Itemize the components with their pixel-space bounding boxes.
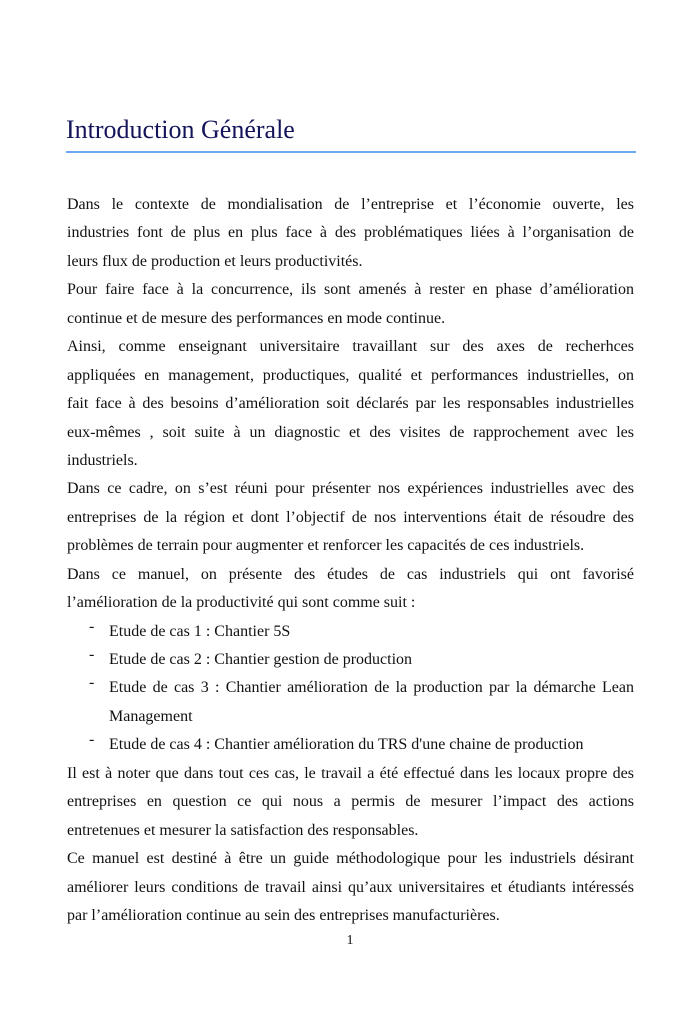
text-line: Dans ce cadre, on s’est réuni pour présenter nos expériences industrielles avec des	[67, 480, 634, 498]
list-item	[67, 618, 634, 646]
title-underline	[66, 151, 636, 153]
page-title: Introduction Générale	[66, 115, 295, 144]
text-line: Pour faire face à la concurrence, ils sont amenés à rester en phase d’amélioration	[67, 281, 634, 299]
list-bullet: -	[89, 731, 95, 749]
text-line: par l’amélioration continue au sein des entreprises manufacturières.	[67, 906, 500, 924]
text-line: fait face à des besoins d’amélioration soit déclarés par les responsables industrielles	[67, 395, 634, 413]
text-line: entreprises en question ce qui nous a permis de mesurer l’impact des actions	[67, 793, 634, 811]
paragraph	[67, 333, 634, 475]
paragraph	[67, 191, 634, 276]
paragraph	[67, 760, 634, 845]
text-line: appliquées en management, productiques, qualité et performances industrielles, on	[67, 366, 634, 384]
list-item	[67, 674, 634, 731]
text-line: Etude de cas 2 : Chantier gestion de production	[109, 651, 413, 668]
text-line: entretenues et mesurer la satisfaction des responsables.	[67, 821, 419, 839]
paragraph	[67, 845, 634, 930]
list-bullet: -	[89, 674, 95, 692]
text-line: industriels.	[67, 451, 138, 469]
paragraph	[67, 276, 634, 333]
text-line: problèmes de terrain pour augmenter et renforcer les capacités de ces industriels.	[67, 537, 585, 555]
text-line: Etude de cas 1 : Chantier 5S	[109, 622, 291, 640]
text-line: Etude de cas 3 : Chantier amélioration de la production par la démarche Lean	[109, 679, 634, 697]
list-bullet: -	[89, 617, 95, 635]
text-line: Etude de cas 4 : Chantier amélioration du TRS d'une chaine de production	[109, 736, 584, 754]
page-number: 1	[346, 933, 354, 948]
text-line: eux-mêmes , soit suite à un diagnostic et des visites de rapprochement avec les	[67, 423, 634, 441]
paragraph	[67, 561, 634, 618]
text-line: Management	[109, 707, 193, 725]
list-item	[67, 731, 634, 759]
text-line: industries font de plus en plus face à des problématiques liées à l’organisation de	[67, 224, 634, 242]
text-line: entreprises de la région et dont l’objectif de nos interventions était de résoudre des	[67, 508, 634, 526]
text-line: Il est à noter que dans tout ces cas, le travail a été effectué dans les locaux propre des	[67, 764, 634, 782]
text-line: Dans le contexte de mondialisation de l’entreprise et l’économie ouverte, les	[67, 196, 634, 213]
document-body	[67, 191, 634, 930]
text-line: leurs flux de production et leurs productivités.	[67, 252, 363, 270]
paragraph	[67, 475, 634, 560]
text-line: continue et de mesure des performances en mode continue.	[67, 309, 446, 327]
text-line: Ainsi, comme enseignant universitaire travaillant sur des axes de recherhces	[67, 338, 634, 356]
text-line: améliorer leurs conditions de travail ainsi qu’aux universitaires et étudiants intéressés	[67, 878, 634, 896]
text-line: Dans ce manuel, on présente des études de cas industriels qui ont favorisé	[67, 565, 634, 583]
text-line: Ce manuel est destiné à être un guide méthodologique pour les industriels désirant	[67, 850, 634, 868]
list-bullet: -	[89, 646, 95, 663]
text-line: l’amélioration de la productivité qui sont comme suit :	[67, 594, 416, 612]
list-item	[67, 646, 634, 674]
